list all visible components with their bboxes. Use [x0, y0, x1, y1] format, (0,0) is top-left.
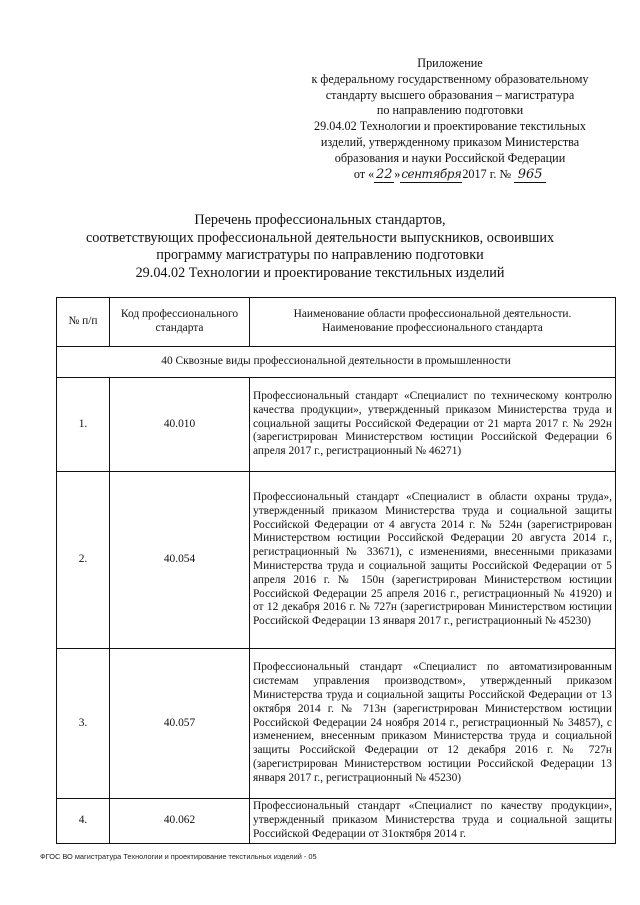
row-standard-text: Профессиональный стандарт «Специалист по качеству продукции», утвержденный приказом Министерства труда и социальной защиты Российской Федерации от 31октября 2014 г.	[250, 799, 616, 844]
appendix-line: Приложение	[417, 56, 483, 70]
date-suffix: 2017 г. №	[462, 166, 512, 181]
table-row	[57, 799, 616, 844]
table-row	[57, 649, 616, 799]
handwritten-month: сентября	[400, 167, 462, 184]
appendix-line: к федеральному государственному образовательному	[311, 71, 589, 86]
row-num: 4.	[57, 799, 110, 844]
date-prefix: от «	[353, 166, 375, 181]
section-title: 40 Сквозные виды профессиональной деятельности в промышленности	[57, 347, 616, 378]
handwritten-day: 22	[375, 166, 393, 182]
appendix-line: 29.04.02 Технологии и проектирование текстильных	[314, 119, 586, 134]
row-standard-text: Профессиональный стандарт «Специалист по автоматизированным системам управления производством», утвержденный приказом Министерства труда и социальной защиты Российской Федерации от 13 октября 2014 г. № 713н (зарегистрирован Министерством юстиции Российской Федерации 24 ноября 2014 г., регистрационный № 34857), с изменением, внесенным приказом Министерства труда и социальной защиты Российской Федерации от 12 декабря 2016 г. № 727н (зарегистрирован Министерством юстиции Российской Федерации 13 января 2017 г., регистрационный № 45230)	[250, 649, 616, 799]
row-code: 40.054	[110, 472, 250, 649]
appendix-line: стандарту высшего образования – магистратура	[325, 87, 575, 102]
document-title	[60, 212, 580, 282]
row-num: 3.	[57, 649, 110, 799]
handwritten-order-number: 965	[514, 167, 546, 184]
date-mid: »	[394, 166, 401, 181]
appendix-line: образования и науки Российской Федерации	[334, 150, 566, 165]
header-num: № п/п	[57, 298, 110, 347]
header-name-line2: Наименование профессионального стандарта	[322, 322, 543, 334]
section-row	[57, 347, 616, 378]
order-date-line	[282, 167, 618, 184]
header-name	[250, 298, 616, 347]
title-line: программу магистратуры по направлению подготовки	[156, 247, 484, 264]
table-header-row	[57, 298, 616, 347]
title-line: 29.04.02 Технологии и проектирование текстильных изделий	[135, 264, 505, 281]
appendix-line: по направлению подготовки	[376, 103, 524, 118]
header-code: Код профессионального стандарта	[110, 298, 250, 347]
appendix-line: изделий, утвержденному приказом Министерства	[320, 134, 580, 149]
row-code: 40.057	[110, 649, 250, 799]
title-line: Перечень профессиональных стандартов,	[194, 212, 446, 228]
standards-table	[56, 297, 616, 844]
table-row	[57, 472, 616, 649]
row-num: 1.	[57, 378, 110, 472]
row-standard-text: Профессиональный стандарт «Специалист по техническому контролю качества продукции», утвержденный приказом Министерства труда и социальной защиты Российской Федерации от 21 марта 2017 г. № 292н (зарегистрирован Министерством юстиции Российской Федерации 6 апреля 2017 г., регистрационный № 46271)	[250, 378, 616, 472]
title-line: соответствующих профессиональной деятельности выпускников, освоивших	[85, 229, 555, 246]
row-num: 2.	[57, 472, 110, 649]
row-code: 40.062	[110, 799, 250, 844]
table-row	[57, 378, 616, 472]
row-standard-text: Профессиональный стандарт «Специалист в области охраны труда», утвержденный приказом Министерства труда и социальной защиты Российской Федерации от 4 августа 2014 г. № 524н (зарегистрирован Министерством юстиции Российской Федерации 20 августа 2014 г., регистрационный № 33671), с изменениями, внесенными приказами Министерства труда и социальной защиты Российской Федерации от 5 апреля 2016 г. № 150н (зарегистрирован Министерством юстиции Российской Федерации 25 апреля 2016 г., регистрационный № 41920) и от 12 декабря 2016 г. № 727н (зарегистрирован Министерством юстиции Российской Федерации 13 января 2017 г., регистрационный № 45230)	[250, 472, 616, 649]
appendix-header	[282, 56, 618, 183]
row-code: 40.010	[110, 378, 250, 472]
page-footer: ФГОС ВО магистратура Технологии и проектирование текстильных изделий - 05	[40, 852, 317, 861]
header-name-line1: Наименование области профессиональной деятельности.	[293, 308, 572, 321]
